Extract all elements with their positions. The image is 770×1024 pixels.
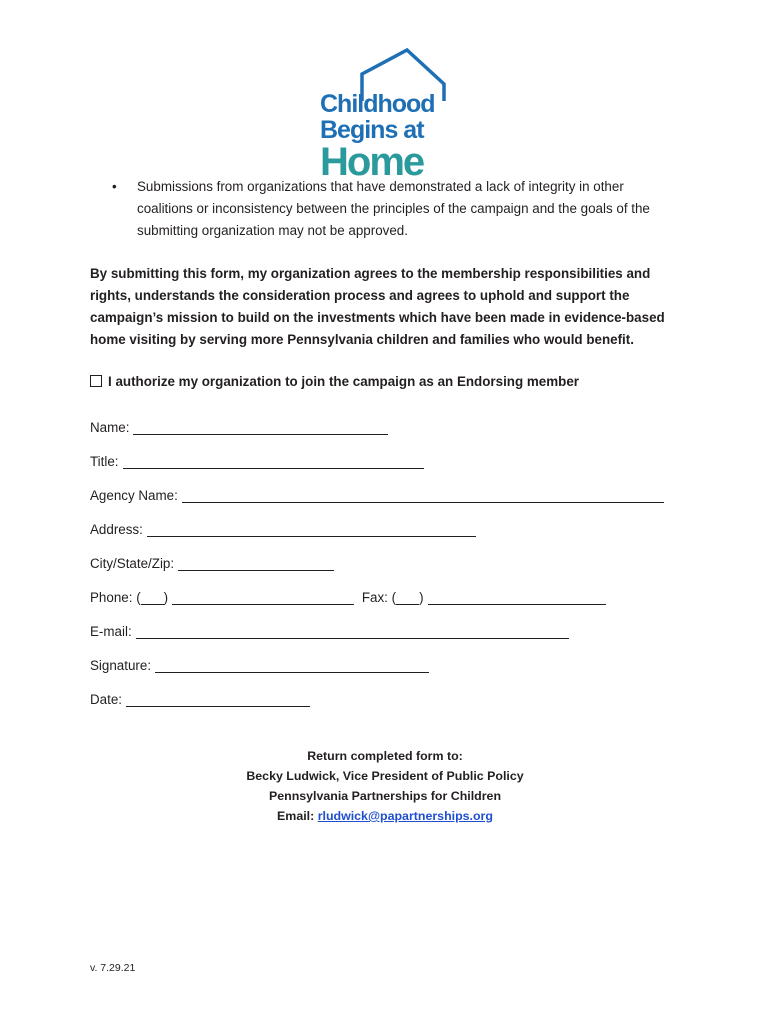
agreement-line: campaign’s mission to build on the investments which have been made in evidence-based [90,310,665,325]
address-field-row [90,522,476,540]
childhood-begins-at-home-logo [316,44,456,184]
logo-line-1: Childhood [320,90,435,118]
fax-area-code[interactable]: ( ) [391,590,424,605]
name-field-row [90,420,388,438]
bullet-line: Submissions from organizations that have demonstrated a lack of integrity in other [137,179,624,194]
return-instructions [0,746,770,826]
bullet-symbol: • [112,179,117,194]
return-contact-name: Becky Ludwick, Vice President of Public Policy [246,769,524,783]
logo-line-3: Home [320,140,424,184]
phone-fax-row [90,590,606,608]
logo-line-2: Begins at [320,116,424,144]
signature-label: Signature: [90,658,152,673]
phone-area-code[interactable]: ( ) [136,590,169,605]
phone-input-line[interactable] [172,590,354,605]
date-input-line[interactable] [126,692,310,707]
agency-field-row [90,488,664,506]
signature-input-line[interactable] [155,658,429,673]
date-label: Date: [90,692,123,707]
return-organization: Pennsylvania Partnerships for Children [268,789,502,803]
email-label: E-mail: [90,624,132,639]
city-input-line[interactable] [178,556,334,571]
agency-input-line[interactable] [182,488,664,503]
version-label: v. 7.29.21 [90,962,136,974]
name-input-line[interactable] [133,420,388,435]
phone-label: Phone: [90,590,133,605]
name-label: Name: [90,420,130,435]
agreement-paragraph [90,263,690,351]
agency-label: Agency Name: [90,488,178,503]
city-field-row [90,556,334,574]
fax-label: Fax: [361,590,388,605]
email-field-row [90,624,569,642]
return-email-label: Email: [277,809,315,823]
bullet-text [137,176,650,242]
return-heading: Return completed form to: [307,749,463,763]
address-input-line[interactable] [147,522,476,537]
city-label: City/State/Zip: [90,556,175,571]
return-email-row [0,806,770,826]
authorize-label: I authorize my organization to join the campaign as an Endorsing member [108,374,579,389]
title-field-row [90,454,424,472]
agreement-line: rights, understands the consideration process and agrees to uphold and support the [90,288,630,303]
fax-input-line[interactable] [428,590,606,605]
agreement-line: home visiting by serving more Pennsylvania children and families who would benefit. [90,332,634,347]
return-email-link[interactable]: rludwick@papartnerships.org [317,809,493,823]
bullet-line: coalitions or inconsistency between the principles of the campaign and the goals of the [137,201,650,216]
bullet-line: submitting organization may not be approved. [137,223,408,238]
address-label: Address: [90,522,143,537]
agreement-line: By submitting this form, my organization agrees to the membership responsibilities and [90,266,651,281]
title-input-line[interactable] [123,454,424,469]
signature-field-row [90,658,429,676]
title-label: Title: [90,454,119,469]
email-input-line[interactable] [136,624,569,639]
authorize-row [90,374,579,389]
authorize-checkbox[interactable] [90,375,102,387]
date-field-row [90,692,310,710]
